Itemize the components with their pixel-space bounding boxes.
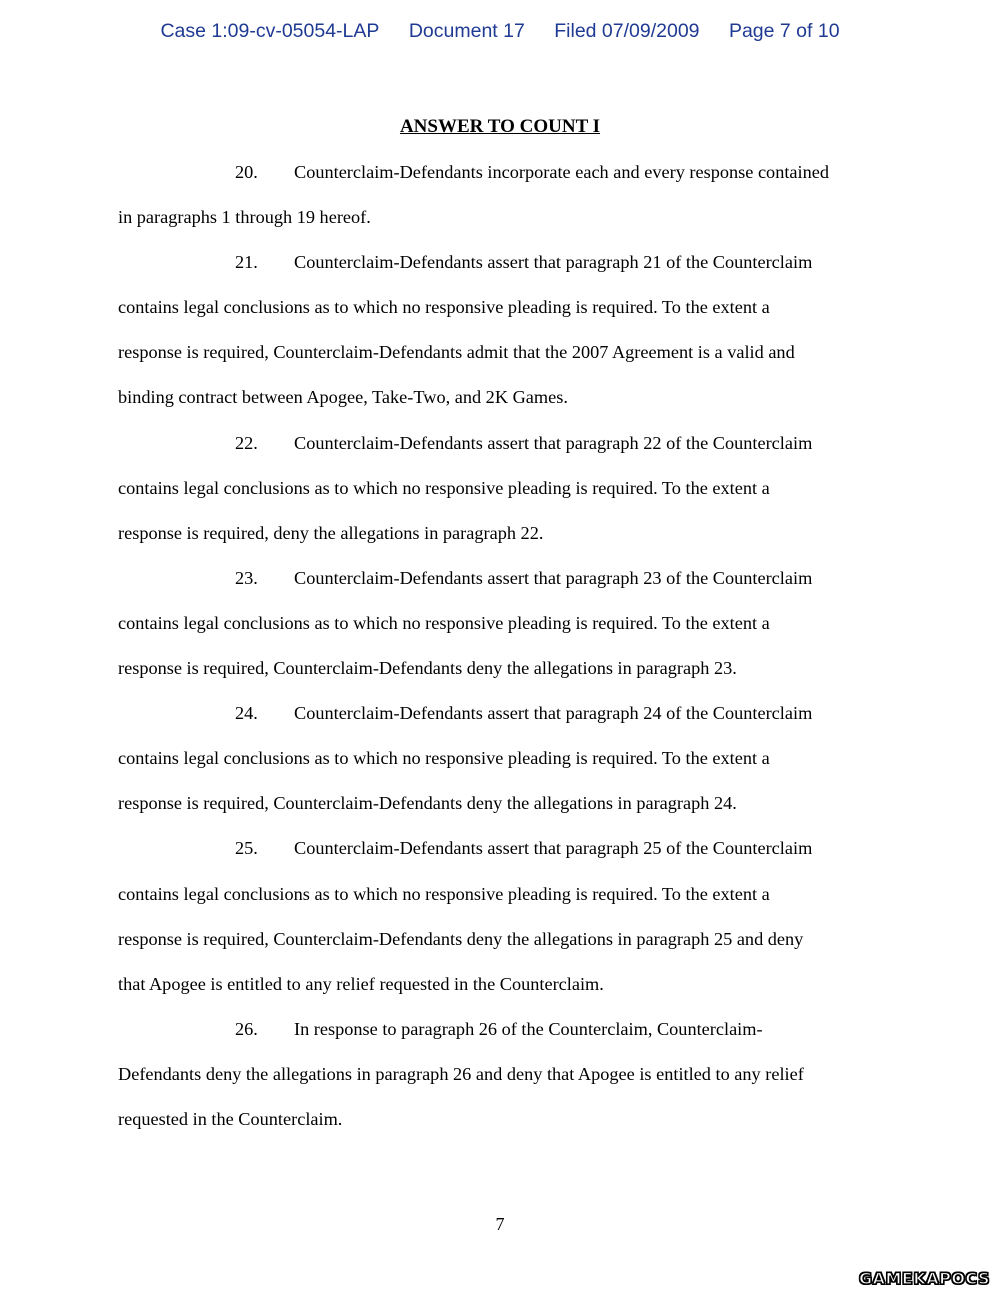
document-number: Document 17 — [408, 20, 525, 42]
paragraph-text: Counterclaim-Defendants incorporate each and every response contained — [294, 162, 830, 182]
paragraph-number: 21. — [235, 252, 258, 273]
watermark-logo: GAMEKAPOCS — [858, 1269, 990, 1288]
paragraph-text: Counterclaim-Defendants assert that paragraph 21 of the Counterclaim — [294, 252, 813, 273]
paragraph-text: In response to paragraph 26 of the Counterclaim, Counterclaim- — [294, 1018, 763, 1039]
paragraph-text: Counterclaim-Defendants assert that paragraph 25 of the Counterclaim — [294, 838, 813, 859]
court-filing-header — [0, 20, 1000, 43]
paragraph-text: Counterclaim-Defendants assert that paragraph 24 of the Counterclaim — [294, 703, 813, 724]
paragraph-line — [118, 240, 878, 285]
paragraph-line: response is required, Counterclaim-Defendants deny the allegations in paragraph 25 and deny — [118, 928, 804, 949]
numbered-paragraph — [118, 421, 878, 556]
numbered-paragraph — [118, 826, 878, 1006]
paragraph-number: 26. — [235, 1018, 258, 1039]
paragraph-number: 25. — [235, 838, 258, 859]
paragraph-number: 20. — [235, 162, 258, 182]
case-number: Case 1:09-cv-05054-LAP — [160, 20, 380, 42]
section-title: ANSWER TO COUNT I — [399, 116, 601, 137]
page-of-total: Page 7 of 10 — [728, 20, 840, 42]
paragraph-text: Counterclaim-Defendants assert that paragraph 23 of the Counterclaim — [294, 567, 813, 588]
paragraph-number: 22. — [235, 432, 258, 453]
paragraph-number: 24. — [235, 703, 258, 724]
paragraph-line: binding contract between Apogee, Take-Two, and 2K Games. — [118, 387, 568, 408]
numbered-paragraph — [118, 240, 878, 420]
paragraph-line — [118, 150, 878, 195]
filed-date: Filed 07/09/2009 — [554, 20, 700, 42]
paragraph-line — [118, 556, 878, 601]
numbered-paragraph — [118, 150, 878, 240]
paragraph-line: Defendants deny the allegations in paragraph 26 and deny that Apogee is entitled to any relief — [118, 1063, 804, 1084]
paragraph-line: contains legal conclusions as to which no responsive pleading is required. To the extent a — [118, 883, 770, 904]
paragraph-line: requested in the Counterclaim. — [118, 1108, 343, 1129]
paragraph-line: contains legal conclusions as to which no responsive pleading is required. To the extent a — [118, 612, 770, 633]
paragraph-line — [118, 826, 878, 871]
paragraph-line — [118, 421, 878, 466]
numbered-paragraph — [118, 1007, 878, 1142]
paragraph-line: in paragraphs 1 through 19 hereof. — [118, 207, 371, 228]
paragraph-line: contains legal conclusions as to which no responsive pleading is required. To the extent a — [118, 297, 770, 318]
paragraph-line: response is required, deny the allegations in paragraph 22. — [118, 522, 544, 543]
paragraph-line: contains legal conclusions as to which no responsive pleading is required. To the extent a — [118, 477, 770, 498]
document-body — [118, 150, 878, 1142]
numbered-paragraph — [118, 691, 878, 826]
numbered-paragraph — [118, 556, 878, 691]
paragraph-line — [118, 1007, 878, 1052]
paragraph-line: that Apogee is entitled to any relief requested in the Counterclaim. — [118, 973, 604, 994]
paragraph-line: response is required, Counterclaim-Defendants admit that the 2007 Agreement is a valid and — [118, 342, 795, 363]
paragraph-line: response is required, Counterclaim-Defendants deny the allegations in paragraph 23. — [118, 658, 737, 679]
paragraph-text: Counterclaim-Defendants assert that paragraph 22 of the Counterclaim — [294, 432, 813, 453]
paragraph-line — [118, 691, 878, 736]
page-number: 7 — [495, 1214, 505, 1234]
paragraph-line: contains legal conclusions as to which no responsive pleading is required. To the extent a — [118, 748, 770, 769]
paragraph-number: 23. — [235, 567, 258, 588]
paragraph-line: response is required, Counterclaim-Defendants deny the allegations in paragraph 24. — [118, 793, 737, 814]
